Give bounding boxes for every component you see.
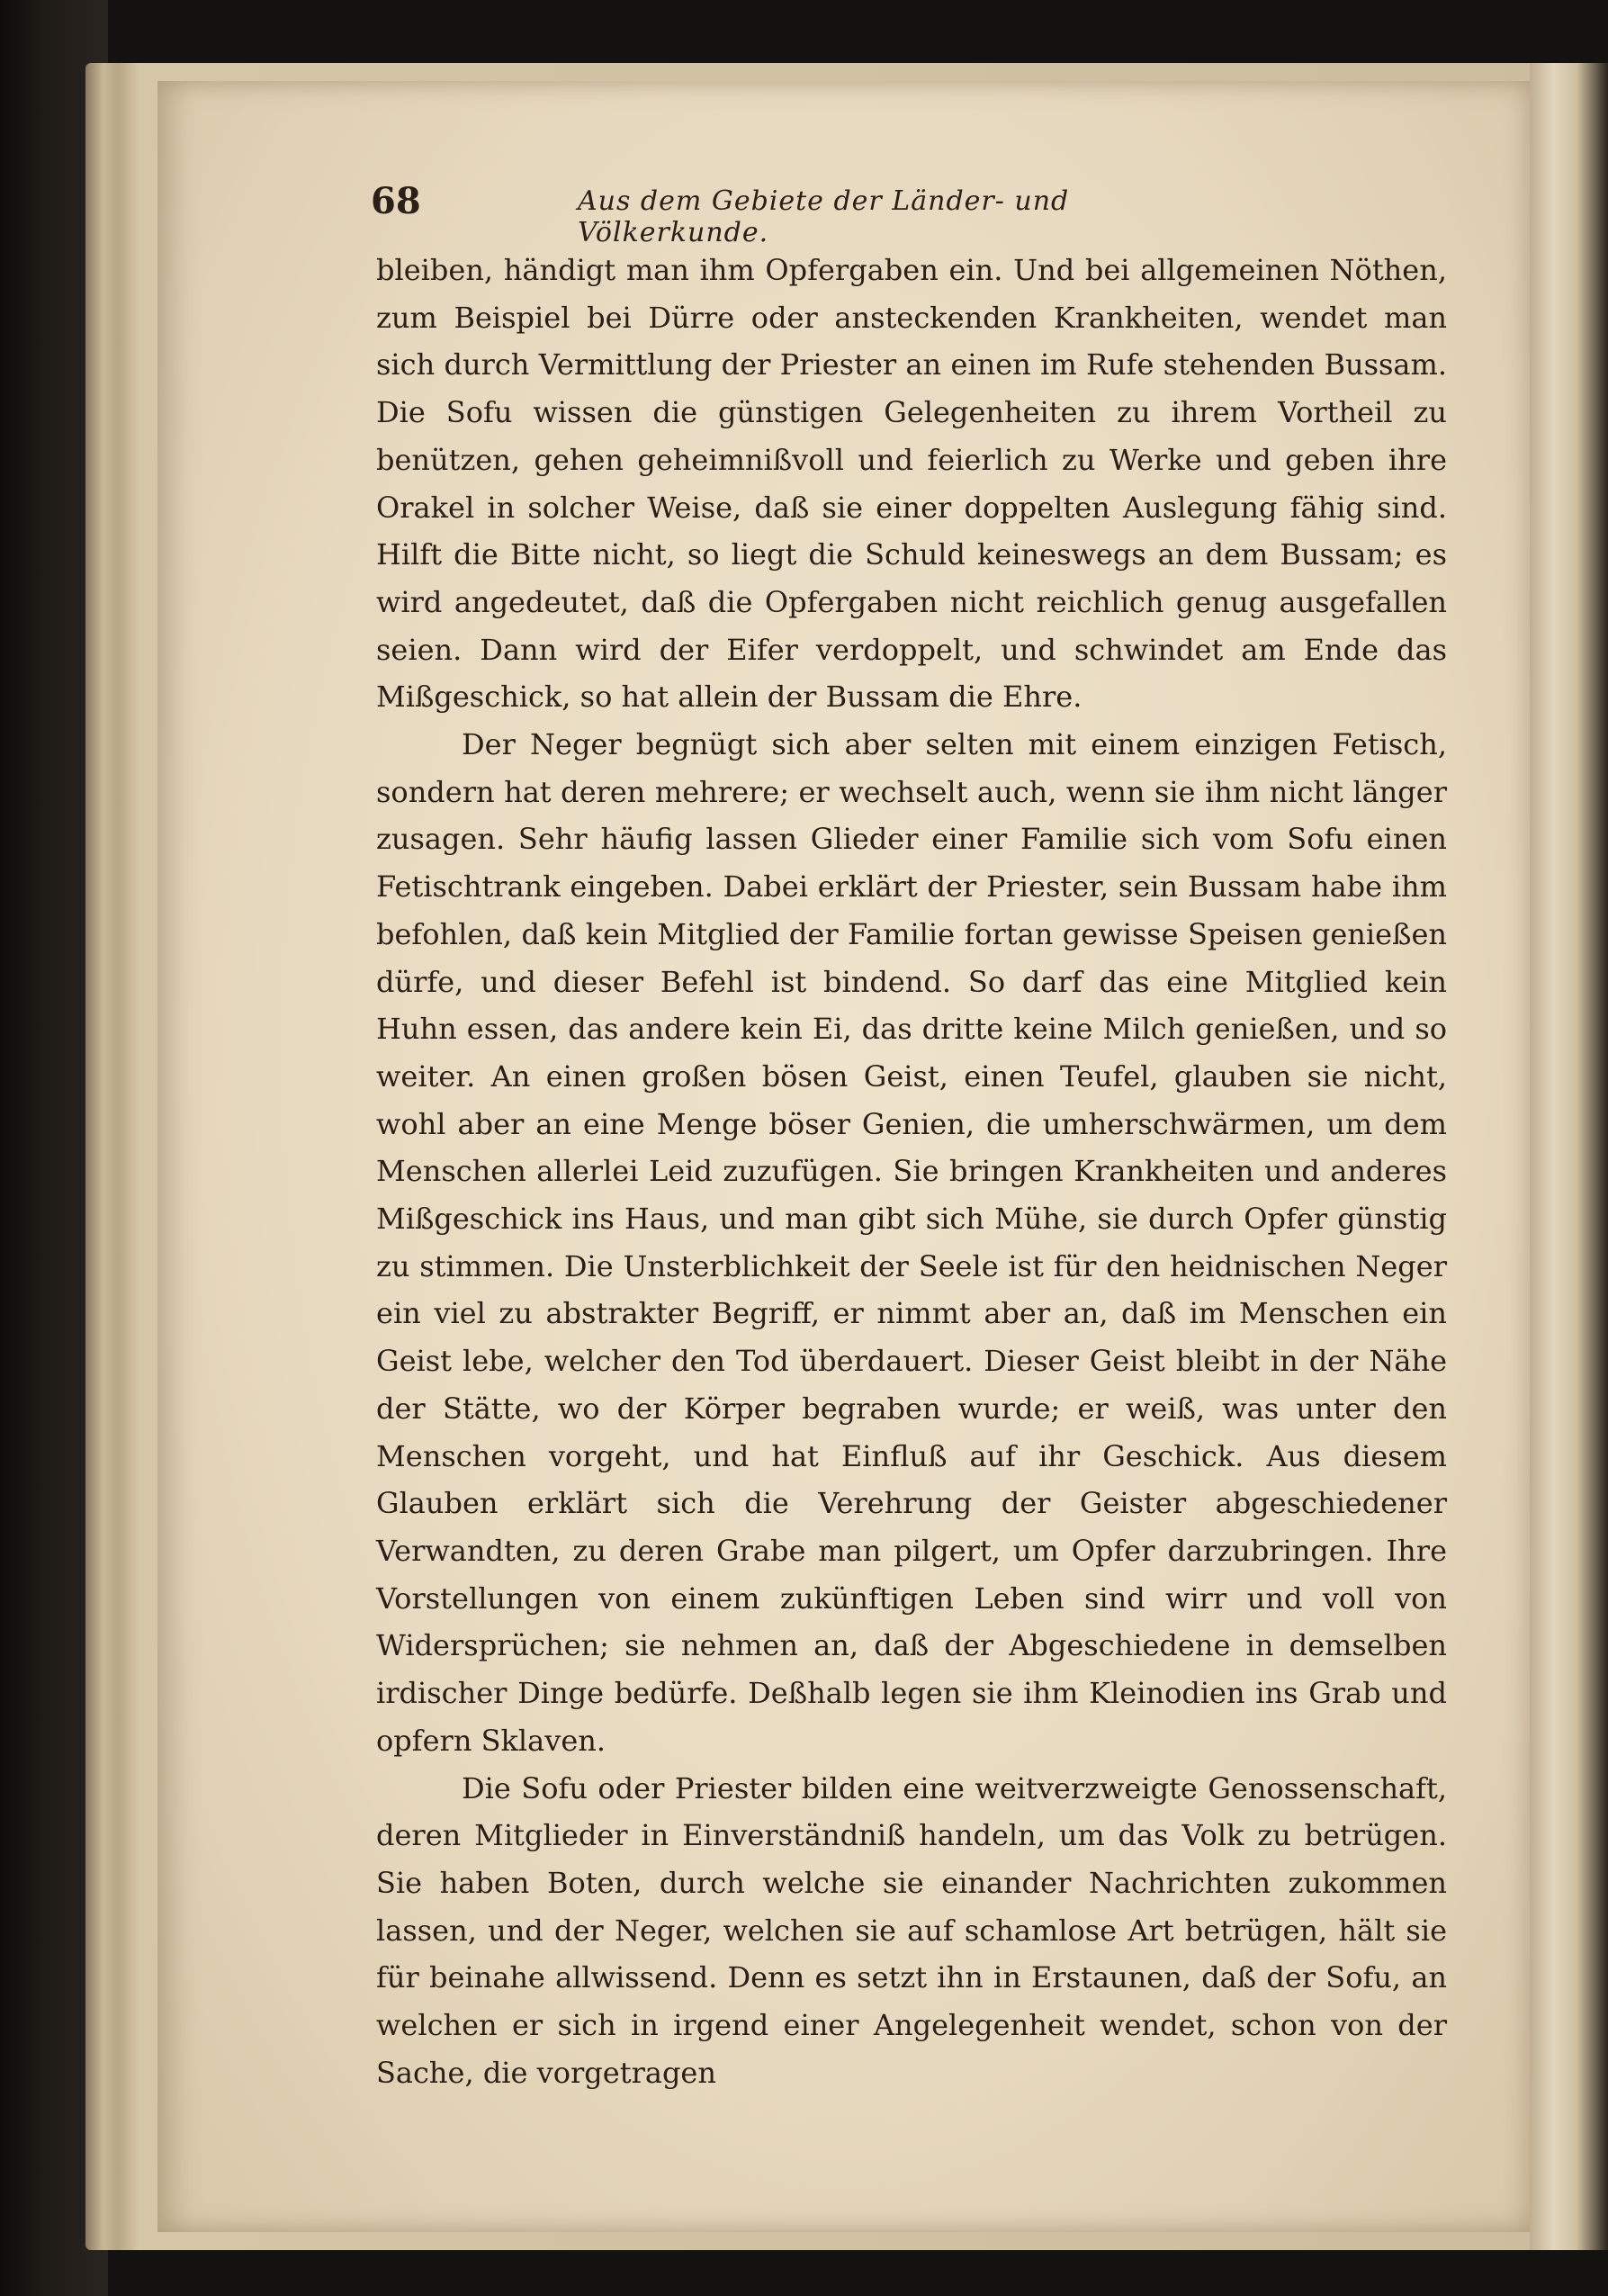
paragraph-1: bleiben, händigt man ihm Opfergaben ein. Und bei allgemeinen Nöthen, zum Beispiel bei Dürre oder ansteckenden Krankheiten, wendet man sich durch Vermittlung der Priester an einen im Rufe stehenden Bussam. Die Sofu wissen die günstigen Gelegenheiten zu ihrem Vortheil zu benützen, gehen geheimnißvoll und feierlich zu Werke und geben ihre Orakel in solcher Weise, daß sie einer doppelten Auslegung fähig sind. Hilft die Bitte nicht, so liegt die Schuld keineswegs an dem Bussam; es wird angedeutet, daß die Opfergaben nicht reichlich genug ausgefallen seien. Dann wird der Eifer verdoppelt, und schwindet am Ende das Mißgeschick, so hat allein der Bussam die Ehre.	[376, 253, 1447, 715]
running-head	[371, 180, 1217, 248]
paragraph-2: Der Neger begnügt sich aber selten mit einem einzigen Fetisch, sondern hat deren mehrere; er wechselt auch, wenn sie ihm nicht länger zusagen. Sehr häufig lassen Glieder einer Familie sich vom Sofu einen Fetischtrank eingeben. Dabei erklärt der Priester, sein Bussam habe ihm befohlen, daß kein Mitglied der Familie fortan gewisse Speisen genießen dürfe, und dieser Befehl ist bindend. So darf das eine Mitglied kein Huhn essen, das andere kein Ei, das dritte keine Milch genießen, und so weiter. An einen großen bösen Geist, einen Teufel, glauben sie nicht, wohl aber an eine Menge böser Genien, die umherschwärmen, um dem Menschen allerlei Leid zuzufügen. Sie bringen Krankheiten und anderes Mißgeschick ins Haus, und man gibt sich Mühe, sie durch Opfer günstig zu stimmen. Die Unsterblichkeit der Seele ist für den heidnischen Neger ein viel zu abstrakter Begriff, er nimmt aber an, daß im Menschen ein Geist lebe, welcher den Tod überdauert. Dieser Geist bleibt in der Nähe der Stätte, wo der Körper begraben wurde; er weiß, was unter den Menschen vorgeht, und hat Einfluß auf ihr Geschick. Aus diesem Glauben erklärt sich die Verehrung der Geister abgeschiedener Verwandten, zu deren Grabe man pilgert, um Opfer darzubringen. Ihre Vorstellungen von einem zukünftigen Leben sind wirr und voll von Widersprüchen; sie nehmen an, daß der Abgeschiedene in demselben irdischer Dinge bedürfe. Deßhalb legen sie ihm Kleinodien ins Grab und opfern Sklaven.	[376, 727, 1447, 1758]
running-title: Aus dem Gebiete der Länder- und Völkerkunde.	[578, 185, 1070, 248]
page-number: 68	[371, 180, 421, 222]
paragraph-3: Die Sofu oder Priester bilden eine weitverzweigte Genossenschaft, deren Mitglieder in Einverständniß handeln, um das Volk zu betrügen. Sie haben Boten, durch welche sie einander Nachrichten zukommen lassen, und der Neger, welchen sie auf schamlose Art betrügen, hält sie für beinahe allwissend. Denn es setzt ihn in Erstaunen, daß der Sofu, an welchen er sich in irgend einer Angelegenheit wendet, schon von der Sache, die vorgetragen	[376, 1770, 1447, 2090]
facing-page-edge	[1530, 63, 1608, 2250]
body-text	[376, 247, 1447, 2096]
